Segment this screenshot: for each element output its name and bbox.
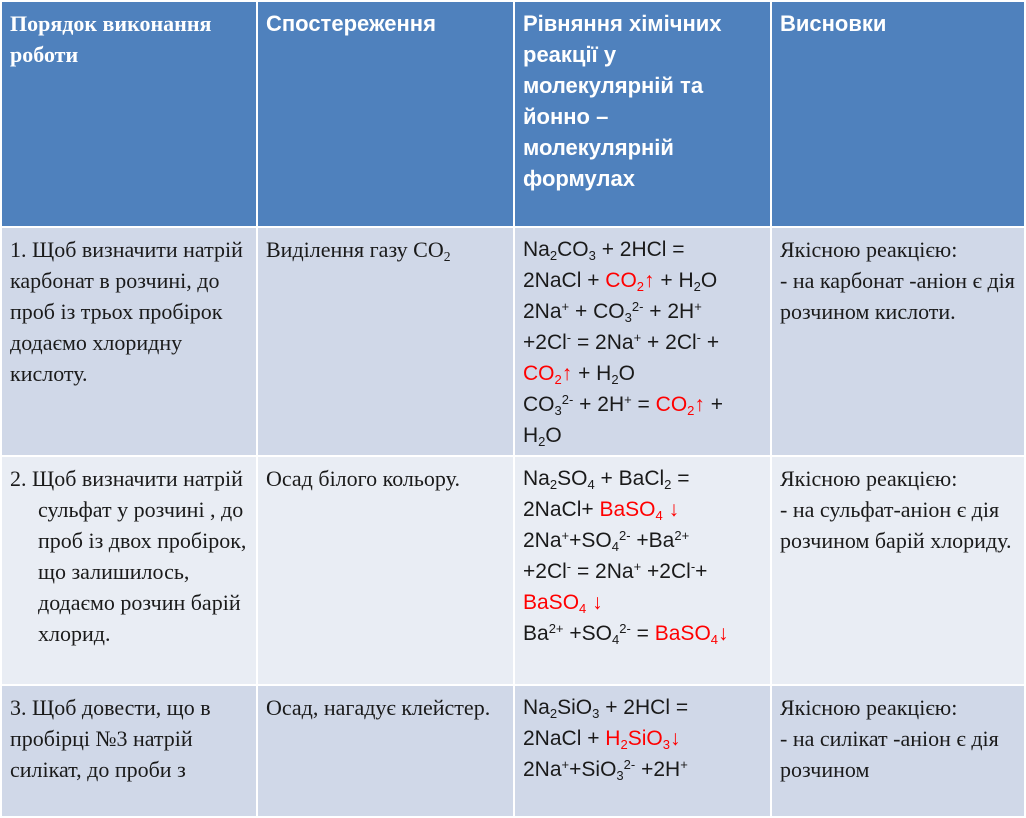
equation-line: $Na_2SiO_3 + 2HCl$ =: [523, 696, 689, 721]
conclusion-text: - на сульфат-аніон є дія розчином барій хлориду.: [780, 497, 1012, 553]
procedure-cell: [1, 456, 257, 685]
header-equations: Рівняння хімічних реакції у молекулярній та йонно – молекулярній формулах: [514, 1, 771, 227]
procedure-text: 2. Щоб визначити натрій сульфат у розчині , до проб із двох пробірок, що залишилось, додаємо розчин барій хлорид.: [10, 466, 247, 646]
observation-cell: [257, 685, 514, 817]
table-row: [1, 685, 1025, 817]
header-procedure: Порядок виконання роботи: [1, 1, 257, 227]
procedure-cell: [1, 685, 257, 817]
table-row: [1, 227, 1025, 456]
equation-line: 2NaCl + $H_2SiO_3↓$: [523, 727, 681, 752]
observation-text: Осад білого кольору.: [266, 466, 460, 491]
equation-line: BaSO$_4$ ↓: [523, 591, 603, 616]
equation-line: $CO_3^{2-} + 2H^+$ = $CO_2↑$ +: [523, 391, 724, 418]
conclusion-cell: [771, 685, 1025, 817]
observation-cell: [257, 456, 514, 685]
table-row: [1, 456, 1025, 685]
equation-line: $Na_2CO_3 + 2HCl$ =: [523, 238, 685, 263]
equation-line: $CO_2↑ + H_2O$: [523, 362, 635, 387]
equation-line: +2Cl- = 2Na+ + 2Cl- +: [523, 329, 720, 354]
procedure-cell: [1, 227, 257, 456]
equation-block: [523, 692, 762, 785]
equation-line: 2NaCl + $CO_2↑ + H_2O$: [523, 269, 718, 294]
equation-block: [523, 234, 762, 451]
equation-cell: [514, 685, 771, 817]
procedure-text: 1. Щоб визначити натрій карбонат в розчині, до проб із трьох пробірок додаємо хлоридну кислоту.: [10, 237, 243, 386]
table-header-row: [1, 1, 1025, 227]
equation-line: +2Cl- = 2Na+ +2Cl-+: [523, 558, 708, 583]
conclusion-title: Якісною реакцією:: [780, 237, 958, 262]
header-observation: Спостереження: [257, 1, 514, 227]
equation-line: $2Na^++SO_4^{2-} +Ba^{2+}$: [523, 527, 690, 554]
equation-line: 2NaCl+ BaSO$_4$ ↓: [523, 498, 680, 523]
conclusion-text: - на силікат -аніон є дія розчином: [780, 726, 999, 782]
equation-cell: [514, 456, 771, 685]
equation-line: $Na_2SO_4$ + BaCl$_2$ =: [523, 467, 690, 492]
conclusion-cell: [771, 456, 1025, 685]
equation-line: $2Na^+ + CO_3^{2-} + 2H^+$: [523, 298, 702, 325]
observation-cell: [257, 227, 514, 456]
equation-line: $Ba^{2+} +SO_4^{2-}$ = BaSO$_4$↓: [523, 620, 729, 647]
procedure-text: 3. Щоб довести, що в пробірці №3 натрій силікат, до проби з: [10, 695, 211, 782]
conclusion-title: Якісною реакцією:: [780, 695, 958, 720]
equation-block: [523, 463, 762, 649]
observation-text: Осад, нагадує клейстер.: [266, 695, 491, 720]
conclusion-title: Якісною реакцією:: [780, 466, 958, 491]
conclusion-text: - на карбонат -аніон є дія розчином кислоти.: [780, 268, 1015, 324]
equation-cell: [514, 227, 771, 456]
observation-text: Виділення газу $CO_2$: [266, 237, 451, 265]
equation-line: 2Na++SiO$_3^{2-}$ +2H+: [523, 756, 688, 783]
conclusion-cell: [771, 227, 1025, 456]
header-conclusions: Висновки: [771, 1, 1025, 227]
equation-line: $H_2O$: [523, 424, 562, 449]
